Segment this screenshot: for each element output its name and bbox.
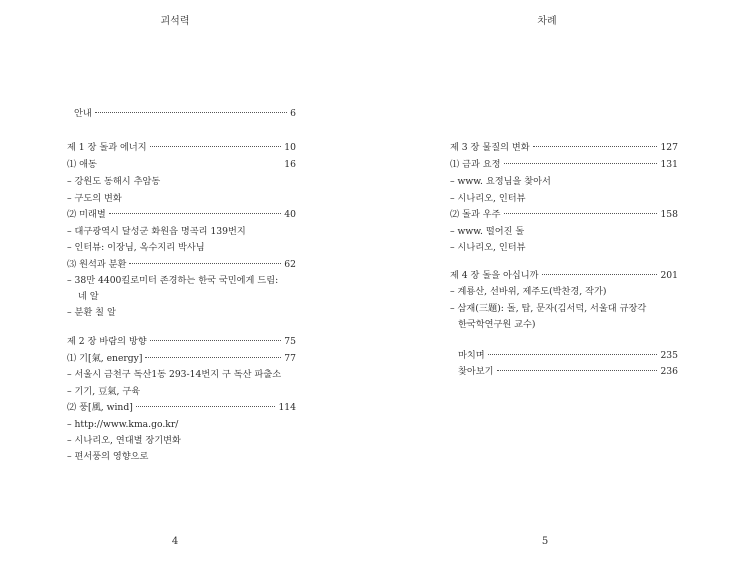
toc-entry bbox=[67, 226, 246, 238]
toc-entry-label: – 계룡산, 선바위, 제주도(박찬경, 작가) bbox=[450, 286, 607, 297]
toc-entry bbox=[450, 286, 606, 298]
toc-entry bbox=[78, 291, 99, 303]
toc-entry-label: ⑵ 미래별 bbox=[67, 209, 106, 220]
toc-entry bbox=[450, 242, 525, 254]
toc-entry-label: – 기기, 豆氣, 구육 bbox=[67, 386, 141, 397]
toc-entry-page: 236 bbox=[660, 366, 678, 377]
toc-entry-page: 6 bbox=[290, 108, 296, 119]
dot-leader bbox=[150, 146, 282, 147]
toc-entry bbox=[67, 193, 122, 205]
toc-entry-label: – www. 떨어진 돌 bbox=[450, 226, 525, 237]
dot-leader bbox=[542, 274, 658, 275]
toc-entry-label: – 삼재(三題): 돌, 탑, 문자(김서덕, 서울대 규장각 bbox=[450, 303, 647, 314]
dot-leader bbox=[488, 354, 658, 355]
toc-entry[interactable] bbox=[67, 353, 296, 365]
toc-entry-label: 찾아보기 bbox=[458, 366, 494, 377]
toc-entry-label: 제 4 장 돌을 아십니까 bbox=[450, 270, 539, 281]
toc-entry-label: – http://www.kma.go.kr/ bbox=[67, 419, 179, 430]
toc-entry-label: 제 1 장 돌과 에너지 bbox=[67, 142, 147, 153]
toc-entry-page: 131 bbox=[660, 159, 678, 170]
toc-entry-label: ⑴ 금과 요정 bbox=[450, 159, 501, 170]
toc-entry-page: 77 bbox=[284, 353, 296, 364]
toc-entry-page: 235 bbox=[660, 350, 678, 361]
toc-entry-label: 한국학연구원 교수) bbox=[458, 319, 536, 330]
toc-entry[interactable] bbox=[67, 209, 296, 221]
toc-entry[interactable] bbox=[450, 209, 678, 221]
toc-entry-label: 안내 bbox=[74, 108, 92, 119]
toc-entry-label: – 분환 칠 알 bbox=[67, 307, 116, 318]
toc-entry[interactable] bbox=[67, 159, 296, 171]
dot-leader bbox=[150, 340, 282, 341]
toc-entry bbox=[450, 303, 646, 315]
toc-entry bbox=[67, 435, 181, 447]
toc-entry-label: – 시나리오, 인터뷰 bbox=[450, 242, 526, 253]
toc-entry-label: ⑶ 원석과 분환 bbox=[67, 259, 127, 270]
toc-entry[interactable] bbox=[67, 402, 296, 414]
toc-entry-page: 127 bbox=[660, 142, 678, 153]
toc-entry bbox=[67, 242, 205, 254]
toc-entry bbox=[67, 451, 148, 463]
toc-entry[interactable] bbox=[450, 270, 678, 282]
toc-entry[interactable] bbox=[67, 259, 296, 271]
toc-entry-label: ⑴ 기[氣, energy] bbox=[67, 353, 143, 364]
dot-leader bbox=[533, 146, 658, 147]
right-page bbox=[370, 0, 740, 569]
toc-entry-label: – 서울시 금천구 독산1동 293-14번지 구 독산 파출소 bbox=[67, 369, 282, 380]
toc-entry bbox=[458, 319, 536, 331]
dot-leader bbox=[504, 163, 658, 164]
toc-entry-label: ⑵ 풍[風, wind] bbox=[67, 402, 133, 413]
toc-entry-page: 62 bbox=[284, 259, 296, 270]
toc-entry-label: – 38만 4400킬로미터 존경하는 한국 국민에게 드림: bbox=[67, 275, 279, 286]
toc-entry-page: 16 bbox=[284, 159, 296, 170]
running-head: 차례 bbox=[537, 16, 557, 27]
toc-entry-page: 114 bbox=[278, 402, 296, 413]
toc-entry-label: – 편서풍의 영향으로 bbox=[67, 451, 149, 462]
toc-entry-label: – 대구광역시 달성군 화원읍 명곡리 139번지 bbox=[67, 226, 246, 237]
toc-entry-page: 201 bbox=[660, 270, 678, 281]
toc-entry bbox=[67, 176, 160, 188]
toc-entry-label: – 시나리오, 인터뷰 bbox=[450, 193, 526, 204]
dot-leader bbox=[504, 213, 658, 214]
toc-entry bbox=[450, 193, 525, 205]
toc-entry bbox=[67, 386, 140, 398]
running-head: 괴석력 bbox=[160, 16, 190, 27]
toc-entry-label: ⑵ 돌과 우주 bbox=[450, 209, 501, 220]
toc-entry bbox=[450, 226, 524, 238]
dot-leader bbox=[145, 357, 281, 358]
dot-leader bbox=[136, 406, 276, 407]
toc-entry[interactable] bbox=[74, 108, 296, 120]
dot-leader bbox=[95, 112, 287, 113]
dot-leader bbox=[109, 213, 282, 214]
toc-entry-label: – 강원도 동해시 추암동 bbox=[67, 176, 161, 187]
dot-leader bbox=[129, 263, 281, 264]
toc-entry[interactable] bbox=[450, 142, 678, 154]
toc-entry-label: 마치며 bbox=[458, 350, 485, 361]
dot-leader bbox=[497, 370, 658, 371]
toc-entry bbox=[67, 307, 116, 319]
toc-entry-label: – www. 요정님을 찾아서 bbox=[450, 176, 551, 187]
toc-entry-label: 제 3 장 물질의 변화 bbox=[450, 142, 530, 153]
toc-entry-label: 네 알 bbox=[78, 291, 99, 302]
toc-entry[interactable] bbox=[458, 366, 678, 378]
toc-entry bbox=[67, 369, 281, 381]
toc-entry-page: 75 bbox=[284, 336, 296, 347]
toc-entry-label: ⑴ 애동 bbox=[67, 159, 97, 170]
toc-entry[interactable] bbox=[67, 336, 296, 348]
toc-entry bbox=[450, 176, 551, 188]
toc-entry bbox=[67, 275, 278, 287]
toc-entry[interactable] bbox=[458, 350, 678, 362]
toc-entry-label: 제 2 장 바람의 방향 bbox=[67, 336, 147, 347]
page-number: 5 bbox=[541, 536, 549, 547]
page-number: 4 bbox=[171, 536, 179, 547]
toc-entry-label: – 시나리오, 연대별 장기변화 bbox=[67, 435, 181, 446]
toc-entry-label: – 구도의 변화 bbox=[67, 193, 122, 204]
toc-entry-page: 158 bbox=[660, 209, 678, 220]
toc-entry[interactable] bbox=[67, 142, 296, 154]
toc-entry[interactable] bbox=[450, 159, 678, 171]
toc-entry-page: 40 bbox=[284, 209, 296, 220]
toc-entry bbox=[67, 419, 178, 431]
toc-entry-label: – 인터뷰: 이장님, 옥수지리 박사님 bbox=[67, 242, 205, 253]
toc-entry-page: 10 bbox=[284, 142, 296, 153]
